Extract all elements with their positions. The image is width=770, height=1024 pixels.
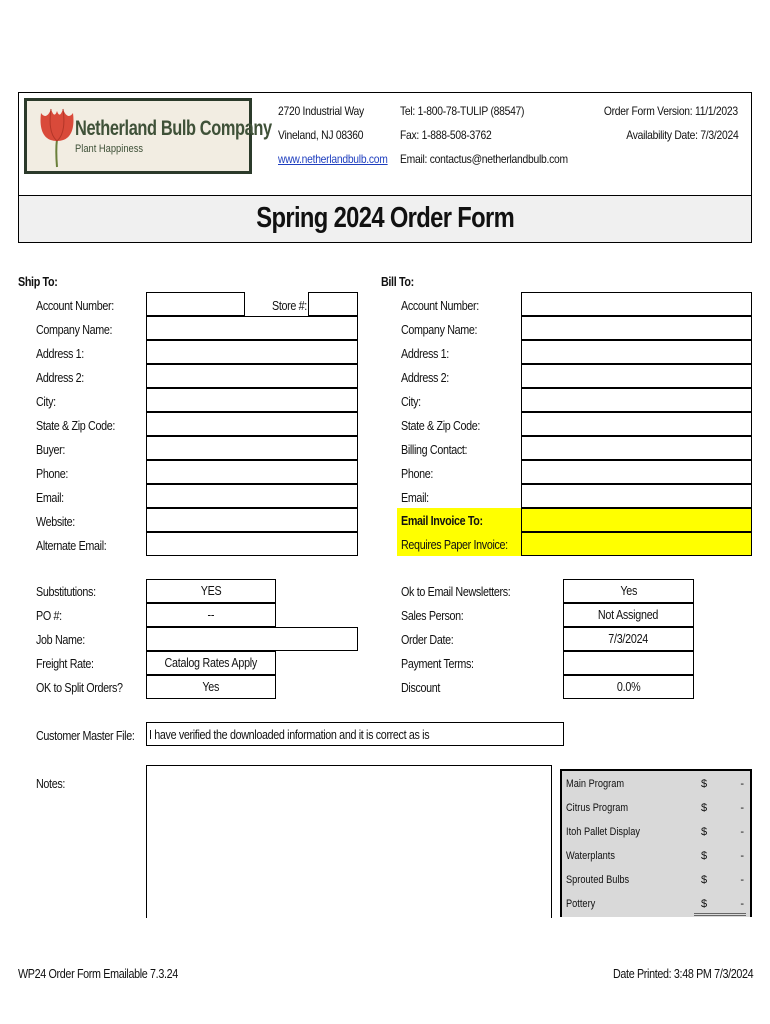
job-name-field[interactable] <box>146 627 358 651</box>
payment-terms-field[interactable] <box>563 651 694 675</box>
page-title: Spring 2024 Order Form <box>256 202 514 234</box>
logo-name: Netherland Bulb Company <box>75 117 272 140</box>
ship-phone-field[interactable] <box>146 460 358 484</box>
summary-name: Waterplants <box>566 850 615 862</box>
bill-label: Address 2: <box>401 371 449 385</box>
ship-address1-field[interactable] <box>146 340 358 364</box>
address-line2: Vineland, NJ 08360 <box>278 128 364 142</box>
store-label: Store #: <box>272 299 307 313</box>
po-field[interactable]: -- <box>146 603 276 627</box>
summary-row <box>566 846 750 870</box>
customer-master-label: Customer Master File: <box>36 729 135 743</box>
bill-address1-field[interactable] <box>521 340 752 364</box>
availability-date: Availability Date: 7/3/2024 <box>625 128 738 142</box>
summary-name: Pottery <box>566 898 596 910</box>
freight-rate-field[interactable]: Catalog Rates Apply <box>146 651 276 675</box>
bill-address2-field[interactable] <box>521 364 752 388</box>
paper-invoice-field[interactable] <box>521 532 752 556</box>
summary-row <box>566 798 750 822</box>
summary-name: Sprouted Bulbs <box>566 874 630 886</box>
ship-store-number-field[interactable] <box>308 292 358 316</box>
ship-email-field[interactable] <box>146 484 358 508</box>
summary-currency: $ <box>701 850 708 862</box>
bill-phone-field[interactable] <box>521 460 752 484</box>
email-invoice-label-cell <box>397 508 521 532</box>
ship-label: Buyer: <box>36 443 66 457</box>
ship-to-heading: Ship To: <box>18 275 58 289</box>
discount-field[interactable]: 0.0% <box>563 675 694 699</box>
newsletters-label: Ok to Email Newsletters: <box>401 585 511 599</box>
job-name-label: Job Name: <box>36 633 85 647</box>
paper-invoice-label-cell <box>397 532 521 556</box>
ship-company-name-field[interactable] <box>146 316 358 340</box>
substitutions-label: Substitutions: <box>36 585 96 599</box>
summary-row <box>566 774 750 798</box>
ship-alternate-email-field[interactable] <box>146 532 358 556</box>
logo-tagline: Plant Happiness <box>75 143 144 155</box>
freight-rate-label: Freight Rate: <box>36 657 94 671</box>
payment-terms-label: Payment Terms: <box>401 657 474 671</box>
summary-value: - <box>740 802 744 814</box>
summary-name: Citrus Program <box>566 802 629 814</box>
ship-label: City: <box>36 395 56 409</box>
fax: Fax: 1-888-508-3762 <box>400 128 492 142</box>
paper-invoice-label: Requires Paper Invoice: <box>401 538 508 552</box>
form-version: Order Form Version: 11/1/2023 <box>603 104 738 118</box>
summary-total-underline <box>694 913 746 916</box>
summary-value: - <box>740 898 744 910</box>
bill-account-number-field[interactable] <box>521 292 752 316</box>
summary-name: Itoh Pallet Display <box>566 826 640 838</box>
summary-currency: $ <box>701 898 708 910</box>
discount-label: Discount <box>401 681 441 695</box>
summary-value: - <box>740 874 744 886</box>
summary-currency: $ <box>701 802 708 814</box>
bill-label: Phone: <box>401 467 434 481</box>
bill-label: Company Name: <box>401 323 478 337</box>
company-logo <box>24 98 272 174</box>
summary-name: Main Program <box>566 778 625 790</box>
bill-label: City: <box>401 395 421 409</box>
ship-buyer-field[interactable] <box>146 436 358 460</box>
contact-email: Email: contactus@netherlandbulb.com <box>400 152 568 166</box>
customer-master-value: I have verified the downloaded information and it is correct as is <box>149 728 430 742</box>
sales-person-label: Sales Person: <box>401 609 464 623</box>
bill-label: Address 1: <box>401 347 449 361</box>
ship-city-field[interactable] <box>146 388 358 412</box>
bill-label: Email: <box>401 491 429 505</box>
ship-label: Company Name: <box>36 323 113 337</box>
summary-value: - <box>740 778 744 790</box>
ship-website-field[interactable] <box>146 508 358 532</box>
summary-value: - <box>740 850 744 862</box>
summary-currency: $ <box>701 826 708 838</box>
email-invoice-label: Email Invoice To: <box>401 514 483 528</box>
ship-label: State & Zip Code: <box>36 419 116 433</box>
split-orders-field[interactable]: Yes <box>146 675 276 699</box>
bill-label: State & Zip Code: <box>401 419 481 433</box>
bill-state-zip-field[interactable] <box>521 412 752 436</box>
ship-label: Phone: <box>36 467 69 481</box>
ship-label: Address 2: <box>36 371 84 385</box>
bill-label: Account Number: <box>401 299 479 313</box>
tel: Tel: 1-800-78-TULIP (88547) <box>400 104 525 118</box>
ship-label: Website: <box>36 515 75 529</box>
ship-account-number-field[interactable] <box>146 292 245 316</box>
title-band <box>18 195 752 243</box>
summary-currency: $ <box>701 874 708 886</box>
ship-label: Account Number: <box>36 299 114 313</box>
bill-email-field[interactable] <box>521 484 752 508</box>
summary-row <box>566 822 750 846</box>
program-summary <box>560 769 752 917</box>
email-invoice-field[interactable] <box>521 508 752 532</box>
ship-label: Alternate Email: <box>36 539 107 553</box>
bill-city-field[interactable] <box>521 388 752 412</box>
notes-label: Notes: <box>36 777 66 791</box>
website-link[interactable]: www.netherlandbulb.com <box>278 152 388 166</box>
ship-state-zip-field[interactable] <box>146 412 358 436</box>
bill-to-heading: Bill To: <box>381 275 414 289</box>
summary-value: - <box>740 826 744 838</box>
summary-currency: $ <box>701 778 708 790</box>
ship-label: Address 1: <box>36 347 84 361</box>
split-orders-label: OK to Split Orders? <box>36 681 123 695</box>
ship-address2-field[interactable] <box>146 364 358 388</box>
substitutions-field[interactable]: YES <box>146 579 276 603</box>
po-label: PO #: <box>36 609 62 623</box>
customer-master-field[interactable] <box>146 722 564 746</box>
tulip-icon <box>35 105 79 169</box>
ship-label: Email: <box>36 491 64 505</box>
summary-row <box>566 870 750 894</box>
footer-left: WP24 Order Form Emailable 7.3.24 <box>18 967 178 981</box>
bill-company-name-field[interactable] <box>521 316 752 340</box>
bill-label: Billing Contact: <box>401 443 468 457</box>
footer-right: Date Printed: 3:48 PM 7/3/2024 <box>613 967 754 981</box>
address-line1: 2720 Industrial Way <box>278 104 364 118</box>
order-date-label: Order Date: <box>401 633 454 647</box>
order-date-field[interactable]: 7/3/2024 <box>563 627 694 651</box>
sales-person-field[interactable]: Not Assigned <box>563 603 694 627</box>
notes-field[interactable] <box>146 765 552 918</box>
bill-billing-contact-field[interactable] <box>521 436 752 460</box>
newsletters-field[interactable]: Yes <box>563 579 694 603</box>
